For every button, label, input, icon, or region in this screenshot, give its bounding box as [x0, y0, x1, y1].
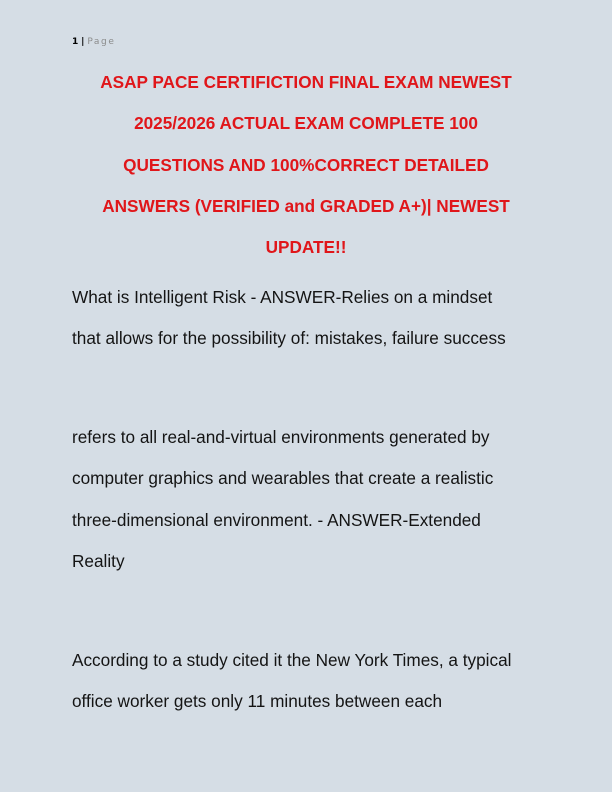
- qa-text-line: computer graphics and wearables that create a realistic: [72, 468, 494, 489]
- title-line: QUESTIONS AND 100%CORRECT DETAILED: [123, 154, 489, 175]
- title-line: ANSWERS (VERIFIED and GRADED A+)| NEWEST: [102, 195, 510, 216]
- page-number-separator: |: [81, 37, 85, 47]
- qa-item-office-worker-study: [72, 640, 552, 723]
- qa-text-line: According to a study cited it the New York Times, a typical: [72, 650, 512, 670]
- qa-item-intelligent-risk: [72, 277, 552, 360]
- qa-text-line: office worker gets only 11 minutes between each: [72, 691, 443, 712]
- page-label: Page: [87, 37, 116, 47]
- page-number: 1: [72, 37, 79, 47]
- document-title: [72, 62, 540, 268]
- title-line: 2025/2026 ACTUAL EXAM COMPLETE 100: [134, 113, 478, 134]
- qa-item-extended-reality: [72, 417, 552, 582]
- qa-text-line: What is Intelligent Risk - ANSWER-Relies on a mindset: [72, 287, 493, 307]
- qa-text-line: that allows for the possibility of: mistakes, failure success: [72, 328, 506, 349]
- qa-text-line: refers to all real-and-virtual environments generated by: [72, 427, 490, 447]
- qa-text-line: three-dimensional environment. - ANSWER-Extended: [72, 509, 481, 530]
- page-number-header: [72, 35, 116, 49]
- title-line: UPDATE!!: [265, 237, 347, 258]
- title-line: ASAP PACE CERTIFICTION FINAL EXAM NEWEST: [100, 72, 512, 92]
- qa-text-line: Reality: [72, 550, 125, 571]
